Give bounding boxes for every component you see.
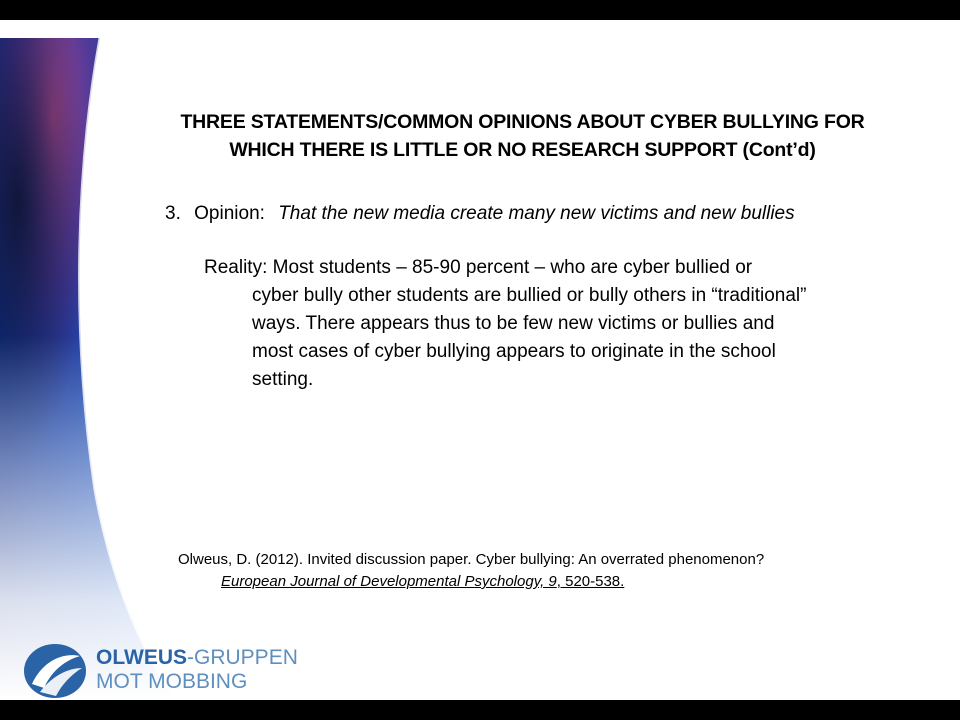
olweus-logo-icon (22, 642, 88, 700)
opinion-number: 3. (165, 203, 181, 224)
reality-paragraph (204, 254, 924, 394)
citation-journal-name: European Journal of Developmental Psychology, 9 (221, 573, 557, 590)
slide-title (100, 108, 945, 164)
citation (178, 549, 938, 593)
olweus-logo (22, 642, 322, 700)
title-line-1: THREE STATEMENTS/COMMON OPINIONS ABOUT CYBER BULLYING FOR (180, 111, 865, 133)
logo-name-suffix: -GRUPPEN (187, 646, 298, 669)
logo-text-line-2: MOT MOBBING (96, 670, 248, 693)
reality-line: cyber bully other students are bullied or bully others in “traditional” (252, 285, 807, 306)
reality-line: most cases of cyber bullying appears to originate in the school (252, 341, 776, 362)
opinion-text: That the new media create many new victims and new bullies (278, 203, 795, 224)
reality-line: Reality: Most students – 85-90 percent – who are cyber bullied or (204, 257, 753, 278)
logo-text-line-1 (96, 646, 298, 670)
citation-author-title: Olweus, D. (2012). Invited discussion paper. Cyber bullying: An overrated phenomenon? (178, 551, 765, 568)
citation-pages: , 520-538. (556, 573, 625, 590)
slide (0, 20, 960, 700)
citation-journal (221, 571, 624, 593)
reality-line: ways. There appears thus to be few new victims or bullies and (252, 313, 775, 334)
reality-line: setting. (252, 369, 314, 390)
opinion-statement (165, 200, 945, 228)
opinion-label: Opinion: (194, 203, 265, 224)
title-line-2: WHICH THERE IS LITTLE OR NO RESEARCH SUPPORT (Cont’d) (229, 139, 816, 161)
logo-name: OLWEUS (96, 646, 188, 669)
